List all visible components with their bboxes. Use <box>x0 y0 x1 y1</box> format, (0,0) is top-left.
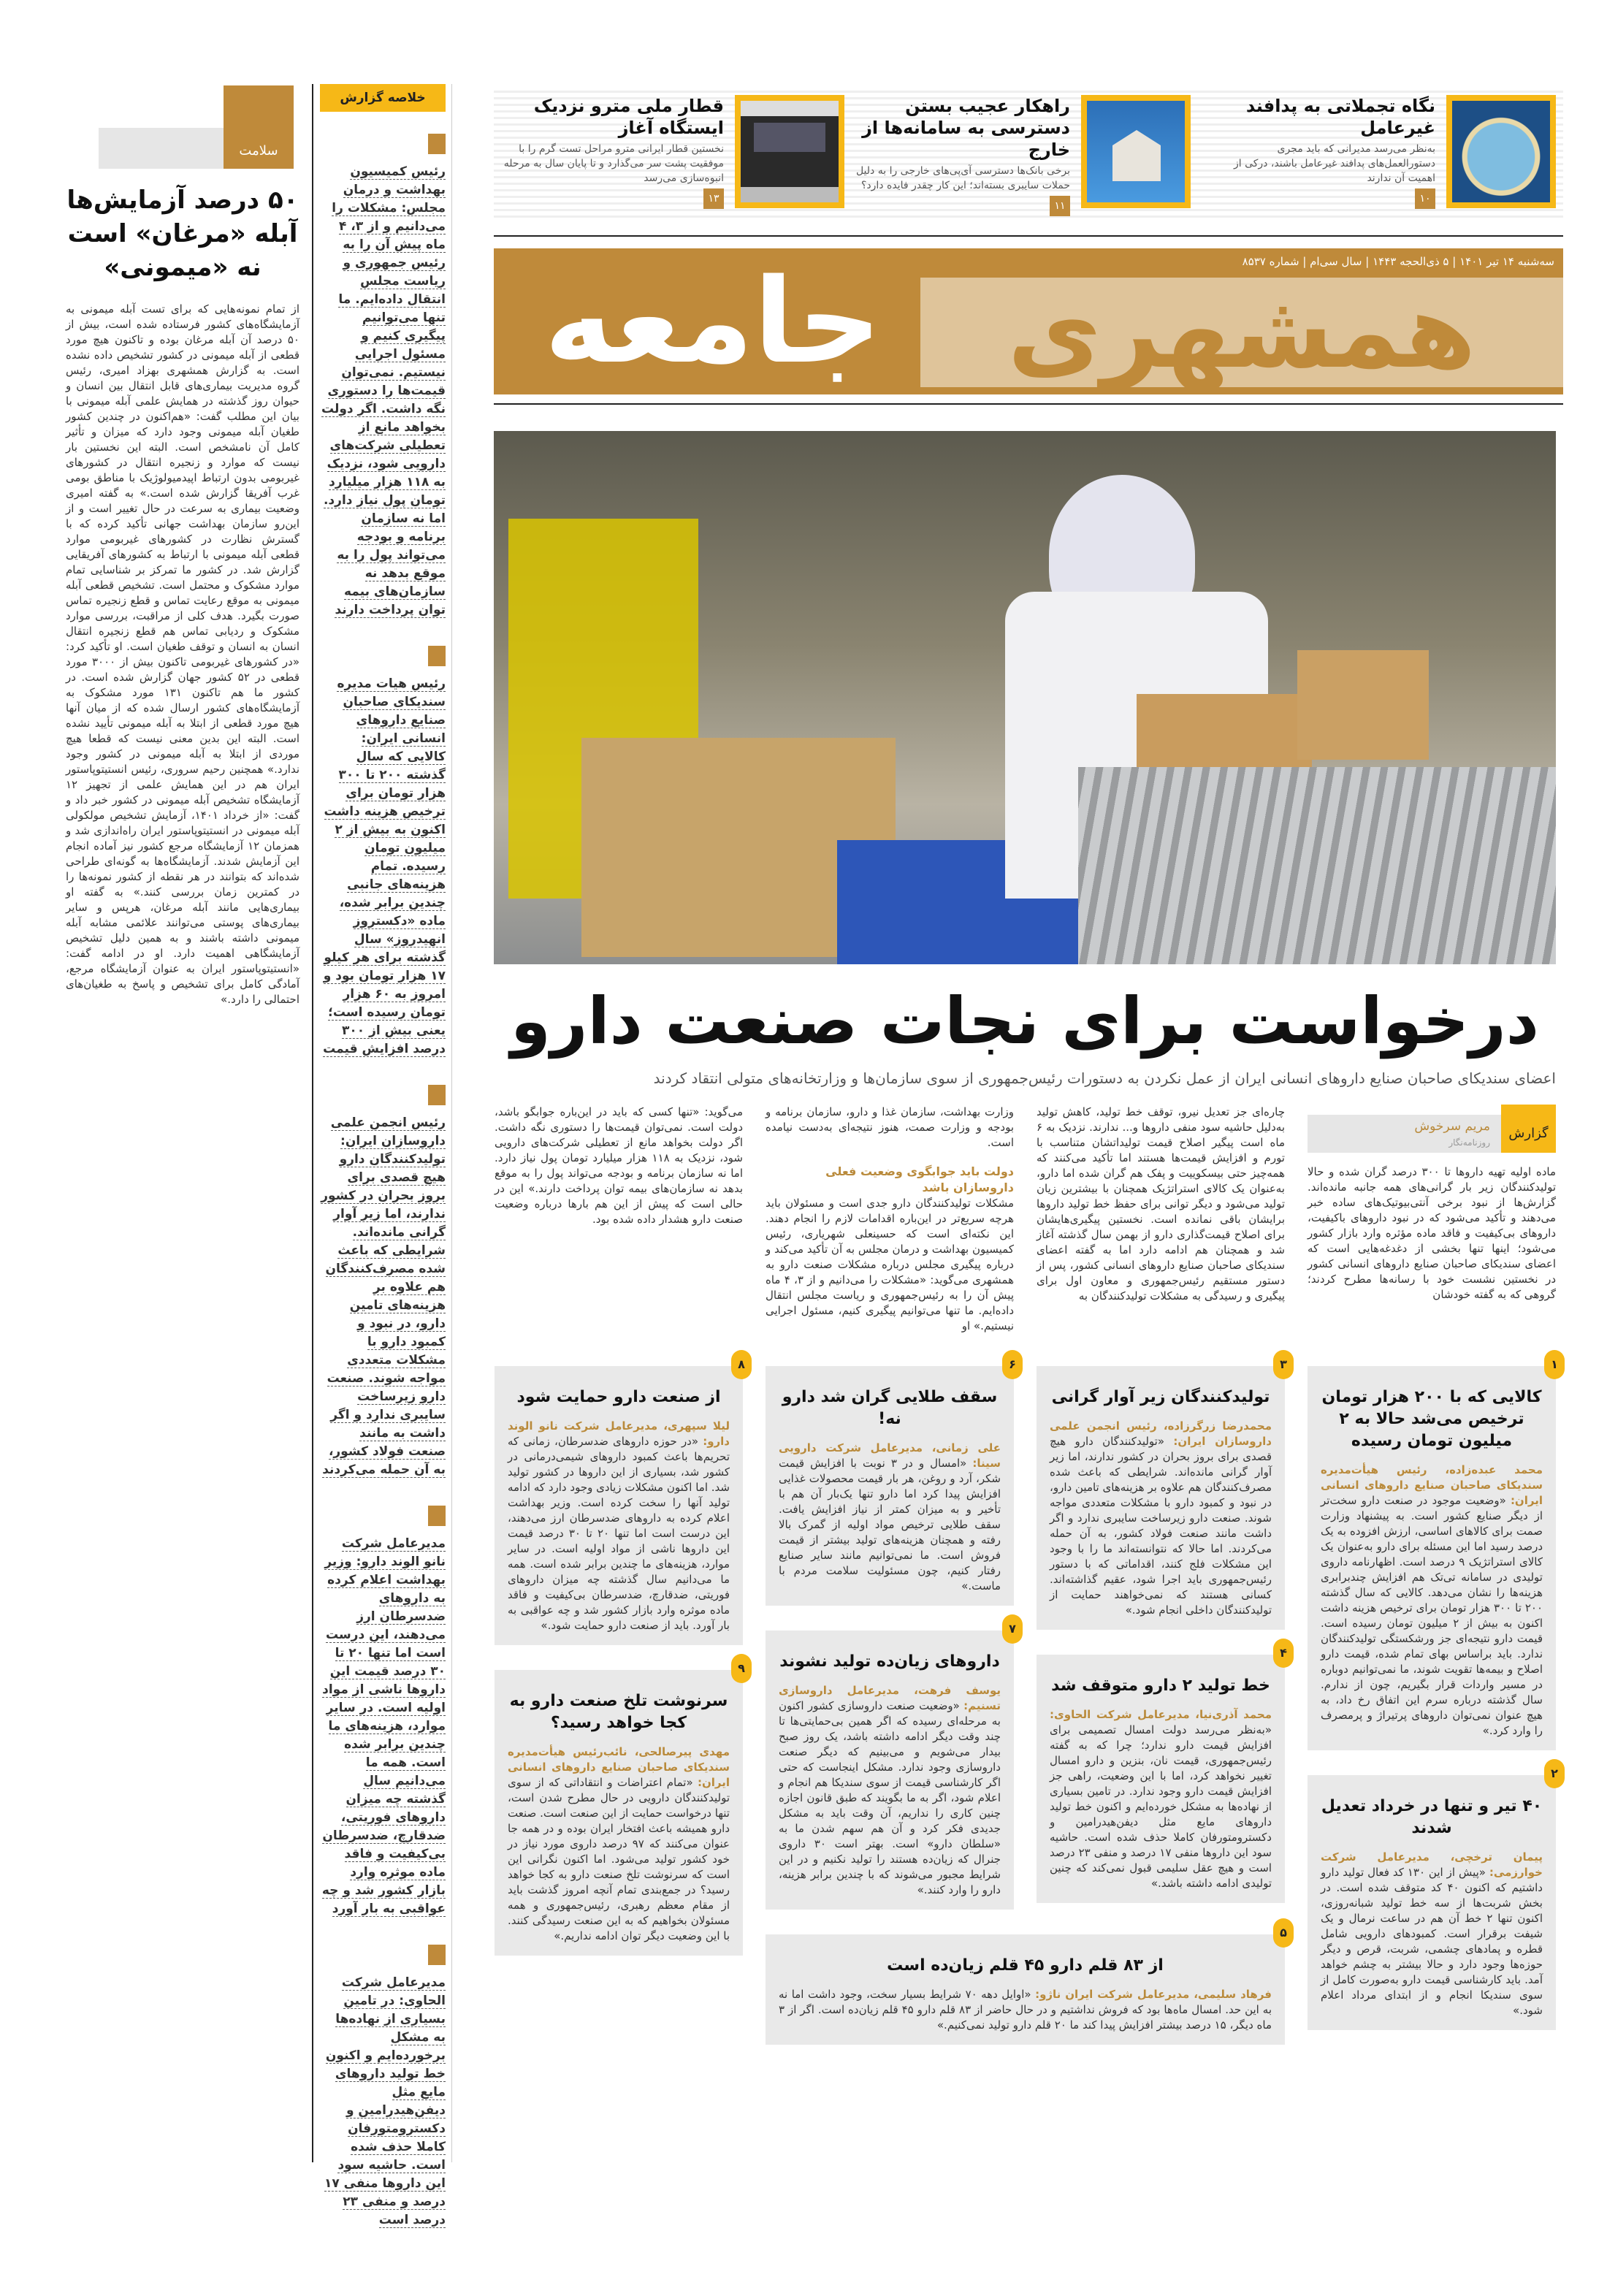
divider <box>494 403 1563 405</box>
box-speaker: محمد آذری‌نیا، مدیرعامل شرکت الحاوی: <box>1050 1708 1272 1721</box>
teaser-title: راهکار عجیب بستن دسترسی به سامانه‌ها از خارج <box>862 96 1070 160</box>
box-speaker: یوسف فرهت، مدیرعامل داروسازی تسنیم: <box>779 1684 1001 1712</box>
author-name: مریم سرخوش <box>1414 1119 1490 1134</box>
box-speaker: فرهاد سلیمی، مدیرعامل شرکت ایران ناژو: <box>1035 1988 1272 2001</box>
quote-box-6 <box>766 1357 1016 1606</box>
quote-box-5 <box>766 1926 1287 2045</box>
teaser-title: نگاه تجملاتی به پدافند غیرعامل <box>1245 96 1435 138</box>
box-speaker: علی زمانی، مدیرعامل شرکت دارویی سینا: <box>779 1441 1001 1470</box>
teaser-image <box>735 95 844 208</box>
lead-column-1: ماده اولیه تهیه داروها تا ۳۰۰ درصد گران شده و حالا تولیدکنندگان زیر بار گرانی‌های همه جانبه مانده‌اند. گزارش‌ها از نبود برخی آنتی‌بیوتیک‌های ساده خبر می‌دهند و تأکید می‌شود که در نبود داروهای باکیفیت، داروهای بی‌کیفیت و فاقد ماده مؤثره وارد بازار کشور می‌شود؛ اینها تنها بخشی از دغدغه‌هایی است که اعضای سندیکای صاحبان صنایع داروهای انسانی کشور در نخستین نشست خود با رسانه‌ها مطرح کردند؛ گروهی که به گفته خودشان <box>1308 1165 1556 1301</box>
box-text: «به‌نظر می‌رسد دولت امسال تصمیمی برای افزایش قیمت دارو ندارد؛ چرا که به گفته رئیس‌جمهوری، قیمت نان، بنزین و دارو امسال تغییر نخواهد کرد، اما با این وضعیت، راهی جز افزایش قیمت دارو وجود ندارد. در تامین بسیاری از نهاده‌ها به مشکل خورده‌ایم و اکنون خط تولید داروهای مایع مثل دیفن‌هیدرامین و دکسترومتورفان کاملا حذف شده است. حاشیه سود این داروها منفی ۱۷ درصد و منفی ۲۳ درصد است و هیچ عقل سلیمی قبول نمی‌کند که چنین تولیدی ادامه داشته باشد.» <box>1050 1723 1272 1890</box>
lead-column-3-text: وزارت بهداشت، سازمان غذا و دارو، سازمان برنامه و بودجه و وزارت صمت، هنوز نتیجه‌ای به‌دست نیامده است. <box>766 1105 1014 1149</box>
lead-subheading: دولت باید جوابگوی وضعیت فعلی داروسازان باشد <box>825 1164 1014 1194</box>
bullet-square <box>428 1945 446 1965</box>
lead-subtitle: اعضای سندیکای صاحبان صنایع داروهای انسانی ایران از عمل نکردن به دستورات رئیس‌جمهوری از سوی سازمان‌ها و وزارتخانه‌های متولی انتقاد کردند <box>653 1069 1556 1087</box>
box-number: ۸ <box>731 1350 752 1379</box>
box-text: «امسال و در ۳ نوبت با افزایش قیمت شکر، آرد و روغن، هر بار قیمت محصولات غذایی افزایش پیدا کرد اما دارو تنها یک‌بار آن هم با تأخیر و به میزان کمتر از نیاز افزایش یافت. سقف طلایی ترخیص مواد اولیه از گمرک بالا رفته و همچنان هزینه‌های تولید بیشتر از قیمت فروش است. ما نمی‌توانیم مانند سایر صنایع رفتار کنیم، چون مسئولیت سلامت مردم با ماست.» <box>779 1457 1001 1593</box>
summary-item: رئیس انجمن علمی داروسازان ایران: تولیدکنندگان دارو هیچ قصدی برای بروز بحران در کشور ندارند، اما زیر آوار گرانی مانده‌اند. شرایطی که باعث شده مصرف‌کنندگان هم علاوه بر هزینه‌های تامین دارو، در نبود و کمبود دارو با مشکلات متعددی مواجه شوند. صنعت دارو زیرساخت سایبری ندارد و اگر داشت به مانند صنعت فولاد کشور، به آن حمله می‌کردند <box>320 1085 446 1479</box>
teaser-text <box>1209 95 1435 209</box>
bullet-square <box>428 1085 446 1105</box>
lead-photo <box>494 431 1556 964</box>
lead-columns <box>494 1105 1556 1334</box>
box-number: ۲ <box>1544 1759 1565 1788</box>
summary-item: مدیرعامل شرکت نانو الوند دارو: وزیر بهداشت اعلام کرده به داروهای ضدسرطان ارز می‌دهند، این درست است اما تنها ۲۰ تا ۳۰ درصد قیمت این داروها ناشی از مواد اولیه است. در سایر موارد، هزینه‌های ما چندین برابر شده است. همه ما می‌دانیم سال گذشته چه میزان داروهای فوریتی، ضدقارچ، ضدسرطان بی‌کیفیت و فاقد ماده موثره وارد بازار کشور شد و چه عواقبی به بار آورد <box>320 1506 446 1918</box>
health-headline: ۵۰ درصد آزمایش‌ها آبله «مرغان» است نه «میمونی» <box>66 186 299 282</box>
boxes-middle-columns <box>766 1357 1287 1910</box>
bullet-square <box>428 134 446 154</box>
dateline: سه‌شنبه ۱۴ تیر ۱۴۰۱ | ۵ ذی‌الحجه ۱۴۴۳ | سال سی‌ام | شماره ۸۵۳۷ <box>1242 255 1554 268</box>
teaser-metro-train[interactable] <box>494 95 844 212</box>
teaser-passive-defense[interactable] <box>1205 95 1556 212</box>
boxes-column-left <box>495 1357 745 1956</box>
quote-box-4 <box>1037 1646 1287 1903</box>
teaser-subtitle: نخستین قطار ایرانی مترو مراحل تست گرم را با موفقیت پشت سر می‌گذارد و تا پایان سال به مرحله انبوه‌سازی می‌رسد <box>503 143 724 184</box>
box-number: ۵ <box>1273 1918 1294 1948</box>
box-speaker: مهدی پیرصالحی، نائب‌رئیس هیأت‌مدیره سندیکای صاحبان صنایع داروهای انسانی ایران: <box>508 1745 730 1789</box>
box-title: داروهای زیان‌ده تولید نشوند <box>779 1652 1000 1671</box>
bullet-square <box>428 646 446 666</box>
sidebar-title: خلاصه گزارش <box>320 84 446 112</box>
section-tag: سلامت <box>224 85 294 169</box>
teaser-subtitle: برخی بانک‌ها دسترسی آی‌پی‌های خارجی را به دلیل حملات سایبری بسته‌اند؛ این کار چقدر فایده دارد؟ <box>855 165 1070 191</box>
lead-column-3 <box>766 1105 1014 1334</box>
section-tag: گزارش <box>1501 1105 1556 1153</box>
quote-box-1 <box>1308 1357 1558 1750</box>
box-number: ۶ <box>1002 1350 1023 1379</box>
report-summary-sidebar <box>320 84 446 2256</box>
teaser-text <box>844 95 1070 216</box>
box-title: سقف طلایی گران شد دارو نه! <box>782 1388 998 1428</box>
quote-box-3 <box>1037 1357 1287 1630</box>
boxes-column-right <box>1308 1357 1558 2030</box>
summary-item: مدیرعامل شرکت الحاوی: در تامین بسیاری از نهاده‌ها به مشکل برخورده‌ایم و اکنون خط تولید داروهای مایع مثل دیفن‌هیدرامین و دکسترومتورفان کاملا حذف شده است. حاشیه سود این داروها منفی ۱۷ درصد و منفی ۲۳ درصد است <box>320 1945 446 2230</box>
author-role: روزنامه‌نگار <box>1448 1137 1490 1148</box>
teaser-image <box>1446 95 1556 208</box>
teaser-image <box>1081 95 1191 208</box>
teaser-page-number: ۱۰ <box>1415 188 1435 209</box>
box-text: «تولیدکنندگان دارو هیچ قصدی برای بروز بحران در کشور ندارند، اما زیر آوار گرانی مانده‌اند. شرایطی که باعث شده مصرف‌کنندگان هم علاوه بر هزینه‌های تامین دارو، در نبود و کمبود دارو با مشکلات متعددی مواجه شوند. صنعت دارو زیرساخت سایبری ندارد و اگر داشت مانند صنعت فولاد کشور، به آن حمله می‌کردند. اما حالا که نتوانسته‌اند ما را با وجود این مشکلات فلج کنند، اقداماتی که با دستور رئیس‌جمهوری باید اجرا شود، عقیم گذاشته‌اند. کسانی هستند که نمی‌خواهند حمایت از تولیدکنندگان داخلی انجام شود.» <box>1050 1435 1272 1617</box>
box-title: سرنوشت تلخ صنعت دارو به کجا خواهد رسید؟ <box>509 1692 728 1732</box>
box-number: ۴ <box>1273 1639 1294 1668</box>
lead-column-4: می‌گوید: «تنها کسی که باید در این‌باره جوابگو باشد، دولت است. نمی‌توان قیمت‌ها را دستوری نگه داشت. اگر دولت بخواهد مانع از تعطیلی شرکت‌های دارویی شود، نزدیک به ۱۱۸ هزار میلیارد تومان پول نیاز دارد. اما نه سازمان برنامه و بودجه می‌تواند پول را به موقع بدهد نه سازمان‌های بیمه توان پرداخت دارند.» این در حالی است که پیش از این هم بارها درباره وضعیت صنعت دارو هشدار داده شده بود. <box>495 1105 743 1226</box>
quote-box-8 <box>495 1357 745 1645</box>
box-title: ۴۰ تیر و تنها در خرداد تعدیل شدند <box>1321 1797 1543 1837</box>
quote-box-9 <box>495 1661 745 1956</box>
box-title: از ۸۳ قلم دارو ۴۵ قلم زیان‌ده است <box>887 1956 1164 1975</box>
section-name: جامعه <box>544 253 882 389</box>
box-number: ۱ <box>1544 1350 1565 1379</box>
quote-box-2 <box>1308 1766 1558 2030</box>
box-number: ۷ <box>1002 1614 1023 1644</box>
lead-column-3-continued: مشکلات تولیدکنندگان دارو جدی است و مسئولان باید هرچه سریع‌تر در این‌باره اقدامات لازم را انجام دهند. این نکته‌ای است که حسینعلی شهریاری، رئیس کمیسیون بهداشت و درمان مجلس به آن تأکید می‌کند و درباره پیگیری مجلس درباره مشکلات صنعت دارو به همشهری می‌گوید: «مشکلات را می‌دانیم و از ۳، ۴ ماه پیش آن را به رئیس‌جمهوری و ریاست مجلس انتقال داده‌ایم. ما تنها می‌توانیم پیگیری کنیم، مسئول اجرایی نیستیم.» او <box>766 1197 1015 1332</box>
boxes-column-middle-right <box>1037 1357 1287 1903</box>
quote-box-7 <box>766 1622 1016 1910</box>
box-title: خط تولید ۲ دارو متوقف شد <box>1051 1677 1270 1695</box>
box-number: ۳ <box>1273 1350 1294 1379</box>
box-title: کالایی که با ۲۰۰ هزار تومان ترخیص می‌شد حالا به ۲ میلیون تومان رسیده <box>1321 1388 1542 1450</box>
quote-boxes <box>494 1357 1558 2045</box>
box-speaker: پیمان ترخچی، مدیرعامل شرکت خوارزمی: <box>1321 1850 1543 1879</box>
lead-column-2: چاره‌ای جز تعدیل نیرو، توقف خط تولید، کاهش تولید به‌دلیل حاشیه سود منفی داروها و... ندارند. نزدیک به ۶ ماه است پیگیر اصلاح قیمت تولیداتشان متناسب با تورم و افزایش قیمت‌ها هستند اما تأکید می‌کنند که همه‌چیز حتی بیسکوییت و پفک هم گران شده اما دارو، به‌عنوان یک کالای استراتژیک همچنان با بیشترین زیان تولید می‌شود و دیگر توانی برای حفظ خط تولید داروها برایشان باقی نمانده است. نخستین پیگیری‌هایشان برای اصلاح قیمت‌گذاری دارو از بهمن سال گذشته آغاز شد و همچنان هم ادامه دارد اما به گفته اعضای سندیکای صاحبان صنایع داروهای انسانی کشور، پس از دستور مستقیم رئیس‌جمهوری و معاون اول برای پیگیری و رسیدگی به مشکلات تولیدکنندگان به <box>1037 1105 1285 1303</box>
box-title: از صنعت دارو حمایت شود <box>516 1388 721 1406</box>
health-section-header <box>99 128 294 169</box>
lead-headline: درخواست برای نجات صنعت دارو <box>511 983 1539 1059</box>
lead-column-1-wrap <box>1308 1105 1556 1303</box>
lead-story <box>494 977 1556 2045</box>
masthead <box>494 248 1563 394</box>
box-text: «اوایل دهه ۷۰ شرایط بسیار سخت، وجود داشت اما نه به این حد. امسال ماه‌ها بود که فروش نداشتیم و در حال حاضر از ۸۳ قلم دارو ۴۵ قلم زیان‌ده است. اگر از ۳ ماه دیگر، ۱۵ درصد بیشتر افزایش پیدا کند ما ۲۰ قلم دارو تولید نمی‌کنیم.» <box>779 1988 1272 2032</box>
summary-item: رئیس کمیسیون بهداشت و درمان مجلس: مشکلات را می‌دانیم و از ۳، ۴ ماه پیش آن را به رئیس جمهوری و ریاست مجلس انتقال داده‌ایم. ما تنها می‌توانیم پیگیری کنیم و مسئول اجرایی نیستیم. نمی‌توان قیمت‌ها را دستوری نگه داشت. اگر دولت بخواهد مانع از تعطیلی شرکت‌های دارویی شود، نزدیک به ۱۱۸ هزار میلیارد تومان پول نیاز دارد. اما نه سازمان برنامه و بودجه می‌تواند پول را به موقع بدهد نه سازمان‌های بیمه توان پرداخت دارند <box>320 134 446 619</box>
box-text: «وضعیت موجود در صنعت دارو سخت‌تر از دیگر صنایع کشور است. به پیشنهاد وزارت صمت برای کالاهای اساسی، ارزش افزوده به یک درصد رسید اما این مسئله برای دارو به‌عنوان یک کالای استراتژیک ۹ درصد است. اظهارنامه داروی تولیدی در سامانه تی‌تک هم افزایش چندبرابری هزینه‌ها را نشان می‌دهد. کالایی که سال گذشته ۲۰۰ تا ۳۰۰ هزار تومان برای ترخیص هزینه داشت اکنون به بیش از ۲ میلیون تومان رسیده است. قیمت دارو نتیجه‌ای جز ورشکستگی تولیدکنندگان ندارد. باید براساس بهای تمام شده، قیمت دارو اصلاح و بیمه‌ها تقویت شوند، ما نمی‌توانیم دوباره در مسیر واردات قرار بگیریم، چون از ندارم. سال گذشته درباره سرم این اتفاق رخ داد، به هیچ عنوان نمی‌توان داروهای پرتیراژ و پرمصرف را وارد کرد.» <box>1321 1494 1543 1737</box>
boxes-middle <box>766 1357 1287 2045</box>
summary-item: رئیس هیات مدیره سندیکای صاحبان صنایع داروهای انسانی ایران: کالایی که سال گذشته ۲۰۰ تا ۳۰۰ هزار تومان برای ترخیص هزینه داشت اکنون به بیش از ۲ میلیون تومان رسیده. تمام هزینه‌های جانبی چندین برابر شده، ماده «دکستروز انهیدروز» سال گذشته برای هر کیلو ۱۷ هزار تومان بود و امروز به ۶۰ هزار تومان رسیده است؛ یعنی بیش از ۳۰۰ درصد افزایش قیمت <box>320 646 446 1059</box>
teaser-foreign-access[interactable] <box>840 95 1191 216</box>
teaser-page-number: ۱۱ <box>1050 196 1070 216</box>
health-article <box>66 85 299 1007</box>
bullet-square <box>428 1506 446 1526</box>
teaser-title: قطار ملی مترو نزدیک ایستگاه آغاز <box>533 96 724 138</box>
box-title: تولیدکنندگان زیر آوار گرانی <box>1051 1388 1270 1406</box>
teaser-subtitle: به‌نظر می‌رسد مدیرانی که باید مجری دستورالعمل‌های پدافند غیرعامل باشند، درکی از اهمیت آن ندارند <box>1233 143 1435 184</box>
box-text: «در حوزه داروهای ضدسرطان، زمانی که تحریم‌ها باعث کمبود داروهای شیمی‌درمانی در کشور شد، بسیاری از این داروها در کشور تولید شد. اما اکنون مشکلات زیادی وجود دارد که ادامه تولید آنها را سخت کرده است. وزیر بهداشت اعلام کرده به داروهای ضدسرطان ارز می‌دهند، این درست است اما تنها ۲۰ تا ۳۰ درصد قیمت این داروها ناشی از مواد اولیه است. در سایر موارد، هزینه‌های ما چندین برابر شده است. همه ما می‌دانیم سال گذشته چه میزان داروهای فوریتی، ضدقارچ، ضدسرطان بی‌کیفیت و فاقد ماده موثره وارد بازار کشور شد و چه عواقبی به بار آورد. باید از صنعت دارو حمایت شود.» <box>508 1435 730 1632</box>
brand-logo: همشهری <box>920 278 1563 387</box>
health-body: از تمام نمونه‌هایی که برای تست آبله میمونی به آزمایشگاه‌های کشور فرستاده شده است، بیش از ۵۰ درصد آن آبله مرغان بوده و تاکنون هیچ مورد قطعی از آبله میمونی در کشور تشخیص داده نشده است. به گزارش همشهری بهزاد امیری، رئیس گروه مدیریت بیماری‌های قابل انتقال بین انسان و حیوان روز گذشته در همایش علمی آبله میمونی با بیان این مطلب گفت: «هم‌اکنون در چندین کشور طغیان آبله میمونی وجود دارد که میزان و تأثیر کامل آن نامشخص است. البته این نخستین بار نیست که موارد و زنجیره انتقال در کشورهای غیربومی بدون ارتباط اپیدمیولوژیک با مناطق بومی غرب آفریقا گزارش شده است.» به گفته امیری وضعیت بیماری به سرعت در حال تغییر است و از این‌رو سازمان بهداشت جهانی تأکید کرده که با گسترش نظارت در کشورهای غیربومی موارد قطعی آبله میمونی با ارتباط به کشورهای آفریقایی گزارش شد. در کشور ما تمرکز بر شناسایی تمام موارد مشکوک و محتمل است. تشخیص قطعی آبله میمونی به موقع رعایت تماس و قطع زنجیره تماس صورت بگیرد. هدف کلی از مراقبت، بررسی موارد مشکوک و ردیابی تماس هم قطع زنجیره انتقال انسان به انسان و توقف طغیان است. او تأکید کرد: «در کشورهای غیربومی تاکنون بیش از ۳۰۰۰ مورد قطعی در ۵۲ کشور جهان گزارش شده است. در کشور ما هم تاکنون ۱۳۱ مورد مشکوک به آزمایشگاه‌های کشور ارسال شده که از میان آنها هیچ مورد قطعی از ابتلا به آبله میمونی تأیید نشده است. البته این بدین معنی نیست که قطعا هیچ موردی از ابتلا به آبله میمونی در کشور وجود ندارد.» همچنین رحیم سروری، رئیس انستیتوپاستور ایران هم در این همایش علمی از تجهیز ۱۲ آزمایشگاه تشخیص آبله میمونی در کشور خبر داد و گفت: «از خرداد ۱۴۰۱، آزمایش تشخیص مولکولی آبله میمونی در انستیتوپاستور ایران راه‌اندازی شد و همزمان ۱۲ آزمایشگاه مرجع کشور نیز آماده انجام این آزمایش شدند. آزمایشگاه‌ها به گونه‌ای طراحی شده‌اند که بتوانند در هر نقطه از کشور نمونه‌ها را در کمترین زمان بررسی کنند.» به گفته او بیماری‌هایی مانند آبله مرغان، هرپس و سایر بیماری‌های پوستی می‌توانند علائمی مشابه آبله میمونی داشته باشند و به همین دلیل تشخیص آزمایشگاهی اهمیت دارد. او در ادامه گفت: «انستیتوپاستور ایران به عنوان آزمایشگاه مرجع، آمادگی کامل برای تشخیص و پاسخ به طغیان‌های احتمالی را دارد.» <box>66 302 299 1006</box>
byline-box <box>1308 1115 1556 1153</box>
box-speaker: محمدرضا زرگرزاده، رئیس انجمن علمی داروسازان ایران: <box>1050 1419 1272 1448</box>
boxes-column-middle-left <box>766 1357 1016 1910</box>
box-number: ۹ <box>731 1654 752 1683</box>
box-speaker: لیلا سپهری، مدیرعامل شرکت نانو الوند دارو: <box>508 1419 730 1448</box>
box-text: «وضعیت صنعت داروسازی کشور اکنون به مرحله‌ای رسیده که اگر همین بی‌حمایتی‌ها تا چند وقت دیگر ادامه داشته باشد، یک روز صبح بیدار می‌شویم و می‌بینیم که دیگر صنعت داروسازی وجود ندارد. مشکل اینجاست که حتی اگر کارشناسی قیمت از سوی سندیکا هم انجام و اعلام شود، اگر به ما بگویند که طبق قانون اجازه چنین کاری را نداریم، آن وقت باید به مشکل جدیدی فکر کرد و آن هم سهم شدن ما به «سلطان دارو» است. بهتر است ۳۰ داروی جنرال که زیان‌ده هستند را تولید نکنیم و در این شرایط مجبور می‌شوند که با چندین برابر هزینه، دارو را وارد کنند.» <box>779 1699 1001 1896</box>
teaser-page-number: ۱۳ <box>703 188 724 209</box>
box-text: «پیش از این ۱۳۰ کد فعال تولید دارو داشتیم که اکنون ۴۰ کد متوقف شده است. در بخش شربت‌ها از سه خط تولید شبانه‌روزی، اکنون تنها ۲ خط آن هم در ساعت نرمال و یک شیفت برقرار است. کمبودهای دارویی شامل قطره و پمادهای چشمی، شربت، قرص و دیگر حوزه‌ها وجود دارد و حالا بیشتر به چشم خواهد آمد. باید کارشناسی قیمت دارو به‌صورت کامل از سوی سندیکا انجام و از ابتدای مرداد اعلام شود.» <box>1321 1866 1543 2017</box>
divider <box>494 235 1563 237</box>
box-text: «تمام اعتراضات و انتقاداتی که از سوی تولیدکنندگان دارویی در حال مطرح شدن است، تنها درخواست حمایت از این صنعت است. صنعت دارو همیشه باعث افتخار ایران بوده و در همه جا عنوان می‌کنند که ۹۷ درصد داروی مورد نیاز در خود کشور تولید می‌شود. اما اکنون نگرانی این است که سرنوشت تلخ صنعت دارو به کجا خواهد رسید؟ در جمع‌بندی تمام آنچه امروز گذشت باید از مقام معظم رهبری، رئیس‌جمهوری و همه مسئولان بخواهیم که به این صنعت رسیدگی کنند. با این وضعیت دیگر توان ادامه نداریم.» <box>508 1776 730 1942</box>
teaser-text <box>497 95 724 209</box>
box-speaker: محمد عبده‌زاده، رئیس هیأت‌مدیره سندیکای صاحبان صنایع داروهای انسانی ایران: <box>1321 1463 1543 1507</box>
